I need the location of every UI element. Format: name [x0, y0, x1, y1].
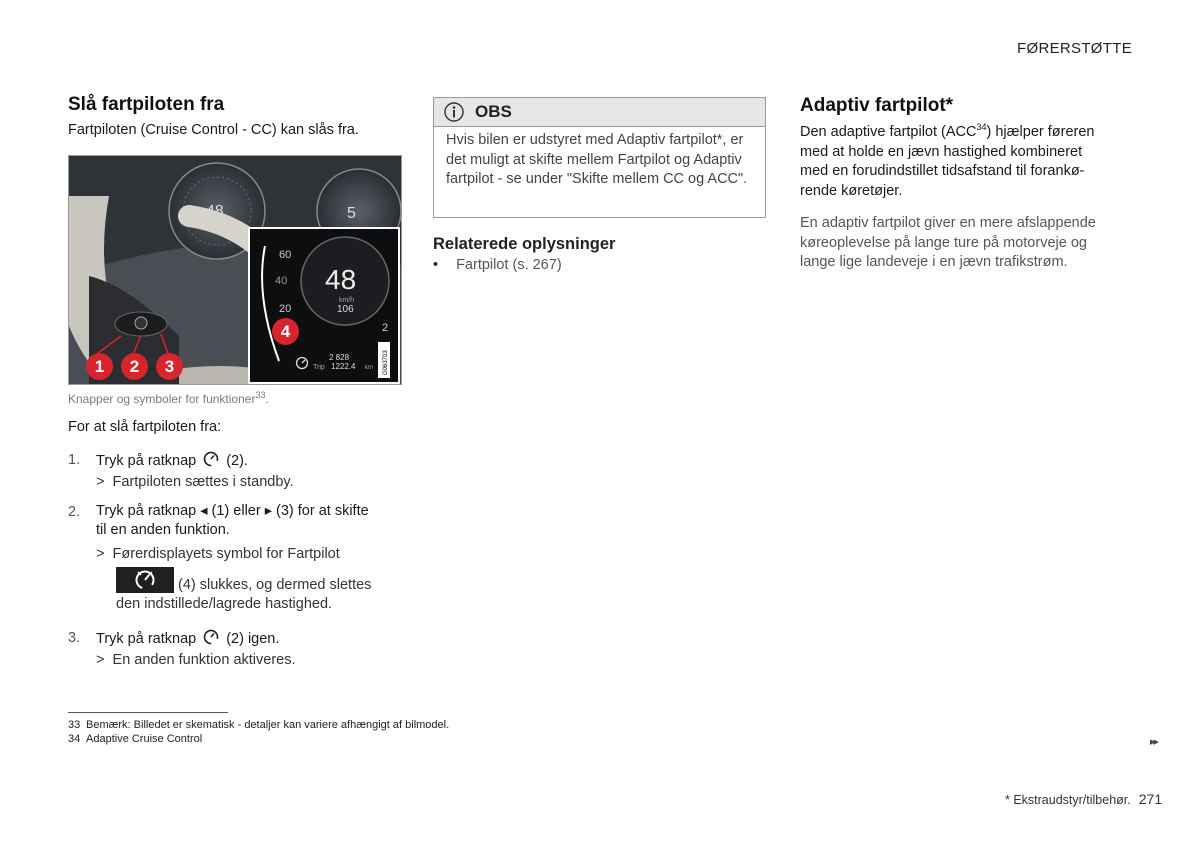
- cruise-control-button-icon: [202, 450, 220, 468]
- caption-end: .: [265, 392, 269, 406]
- step-3-pre: Tryk på ratknap: [96, 631, 197, 647]
- step-result: [96, 545, 340, 565]
- scale-60: 60: [279, 249, 292, 261]
- info-icon: [443, 101, 465, 123]
- step-1-result: Fartpiloten sættes i standby.: [112, 474, 294, 490]
- intro-text: Fartpiloten (Cruise Control - CC) kan slås fra.: [68, 122, 359, 138]
- step-number: 2.: [68, 504, 81, 520]
- dashboard-illustration: [69, 156, 402, 385]
- adaptive-paragraph-2: [800, 214, 1125, 273]
- steering-wheel-figure: [68, 155, 402, 385]
- step-3-result: En anden funktion aktiveres.: [112, 652, 296, 668]
- related-title: Relaterede oplysninger: [433, 235, 616, 253]
- bullet: •: [433, 257, 439, 273]
- p2-line3: lange lige landeveje i en jævn trafikstrøm.: [800, 254, 1068, 270]
- step-2-result3: den indstillede/lagrede hastighed.: [116, 596, 333, 612]
- section-header: FØRERSTØTTE: [1017, 40, 1132, 57]
- step-2-result2: (4) slukkes, og dermed slettes: [178, 577, 372, 593]
- step-result: [96, 473, 294, 493]
- lead-text: For at slå fartpiloten fra:: [68, 419, 222, 435]
- zoom-set-speed: 106: [337, 304, 354, 315]
- adaptive-paragraph-1: [800, 123, 1125, 201]
- step-2-line2: til en anden funktion.: [96, 522, 230, 538]
- step-number: 3.: [68, 630, 81, 646]
- zoom-unit: km/h: [339, 297, 355, 304]
- zoom-speed: 48: [325, 264, 357, 295]
- steps-list: [68, 450, 408, 680]
- step-3-post: (2) igen.: [226, 631, 280, 647]
- speedometer-icon: [116, 567, 174, 593]
- footnote-33: [68, 719, 449, 731]
- step-1-pre: Tryk på ratknap: [96, 453, 197, 469]
- note-box: [433, 97, 766, 218]
- step-number: 1.: [68, 452, 81, 468]
- step-2-result1: Førerdisplayets symbol for Fartpilot: [112, 546, 340, 562]
- p1-footnote-ref: 34: [976, 122, 987, 133]
- page-number: 271: [1138, 791, 1163, 807]
- p1-line3: med en forudindstillet tidsafstand til forankø-: [800, 163, 1085, 179]
- cruise-control-button-icon: [202, 628, 220, 646]
- footnote-divider: [68, 712, 228, 713]
- adaptive-title: Adaptiv fartpilot*: [800, 95, 954, 116]
- note-title: OBS: [475, 102, 512, 121]
- p1-a: Den adaptive fartpilot (ACC: [800, 124, 977, 140]
- note-text: Hvis bilen er udstyret med Adaptiv fartpilot*, er det muligt at skifte mellem Fartpilot og Adaptiv fartpilot - se under "Skifte mellem CC og ACC".: [446, 132, 748, 187]
- badge-2: 2: [121, 353, 148, 380]
- scale-2: 2: [382, 322, 389, 334]
- step-text: [96, 450, 408, 472]
- caption-footnote-ref: 33: [255, 390, 266, 400]
- note-header: [434, 98, 765, 127]
- p2-line1: En adaptiv fartpilot giver en mere afslappende: [800, 215, 1096, 231]
- section-title: Slå fartpiloten fra: [68, 94, 225, 115]
- scale-20: 20: [279, 303, 292, 315]
- footer-note: * Ekstraudstyr/tilbehør.: [1005, 793, 1131, 807]
- right-gauge-value: 5: [347, 205, 356, 222]
- p2-line2: køreoplevelse på lange ture på motorveje og: [800, 234, 1087, 251]
- scale-40: 40: [275, 275, 288, 287]
- badge-1: 1: [86, 353, 113, 380]
- continue-arrows-icon: ▸▸: [1150, 736, 1158, 748]
- left-gauge-speed: 48: [206, 203, 224, 220]
- p1-b: ) hjælper føreren: [986, 124, 1095, 140]
- trip-label: Trip: [313, 364, 325, 371]
- step-text: [96, 628, 408, 650]
- footnote-number: 34: [68, 733, 81, 745]
- p1-line4: rende køretøjer.: [800, 182, 903, 199]
- trip-unit: km: [365, 365, 373, 371]
- related-link[interactable]: Fartpilot (s. 267): [456, 257, 562, 273]
- footnote-text: Adaptive Cruise Control: [86, 733, 203, 745]
- trip-value: 1222.4: [331, 362, 356, 371]
- related-item: [433, 256, 766, 276]
- figure-code: G063703: [383, 350, 389, 375]
- badge-3: 3: [156, 353, 183, 380]
- result-marker: >: [96, 652, 105, 668]
- caption-text: Knapper og symboler for funktioner: [68, 392, 256, 406]
- page-footer: [1005, 791, 1162, 807]
- cruise-control-display-icon: [116, 567, 174, 593]
- badge-4: 4: [272, 318, 299, 345]
- p1-line2: med at holde en jævn hastighed kombineret: [800, 143, 1083, 160]
- result-marker: >: [96, 546, 105, 562]
- odometer: 2 828: [329, 353, 350, 362]
- footnote-number: 33: [68, 719, 81, 731]
- footnote-34: [68, 733, 202, 745]
- step-result: [96, 651, 296, 671]
- figure-caption: [68, 392, 269, 406]
- result-marker: >: [96, 474, 105, 490]
- footnote-text: Bemærk: Billedet er skematisk - detaljer kan variere afhængigt af bilmodel.: [86, 719, 450, 731]
- step-1-post: (2).: [226, 453, 248, 469]
- step-2-line1: Tryk på ratknap ◂ (1) eller ▸ (3) for at skifte: [96, 503, 369, 519]
- p1-line1: [800, 123, 1125, 143]
